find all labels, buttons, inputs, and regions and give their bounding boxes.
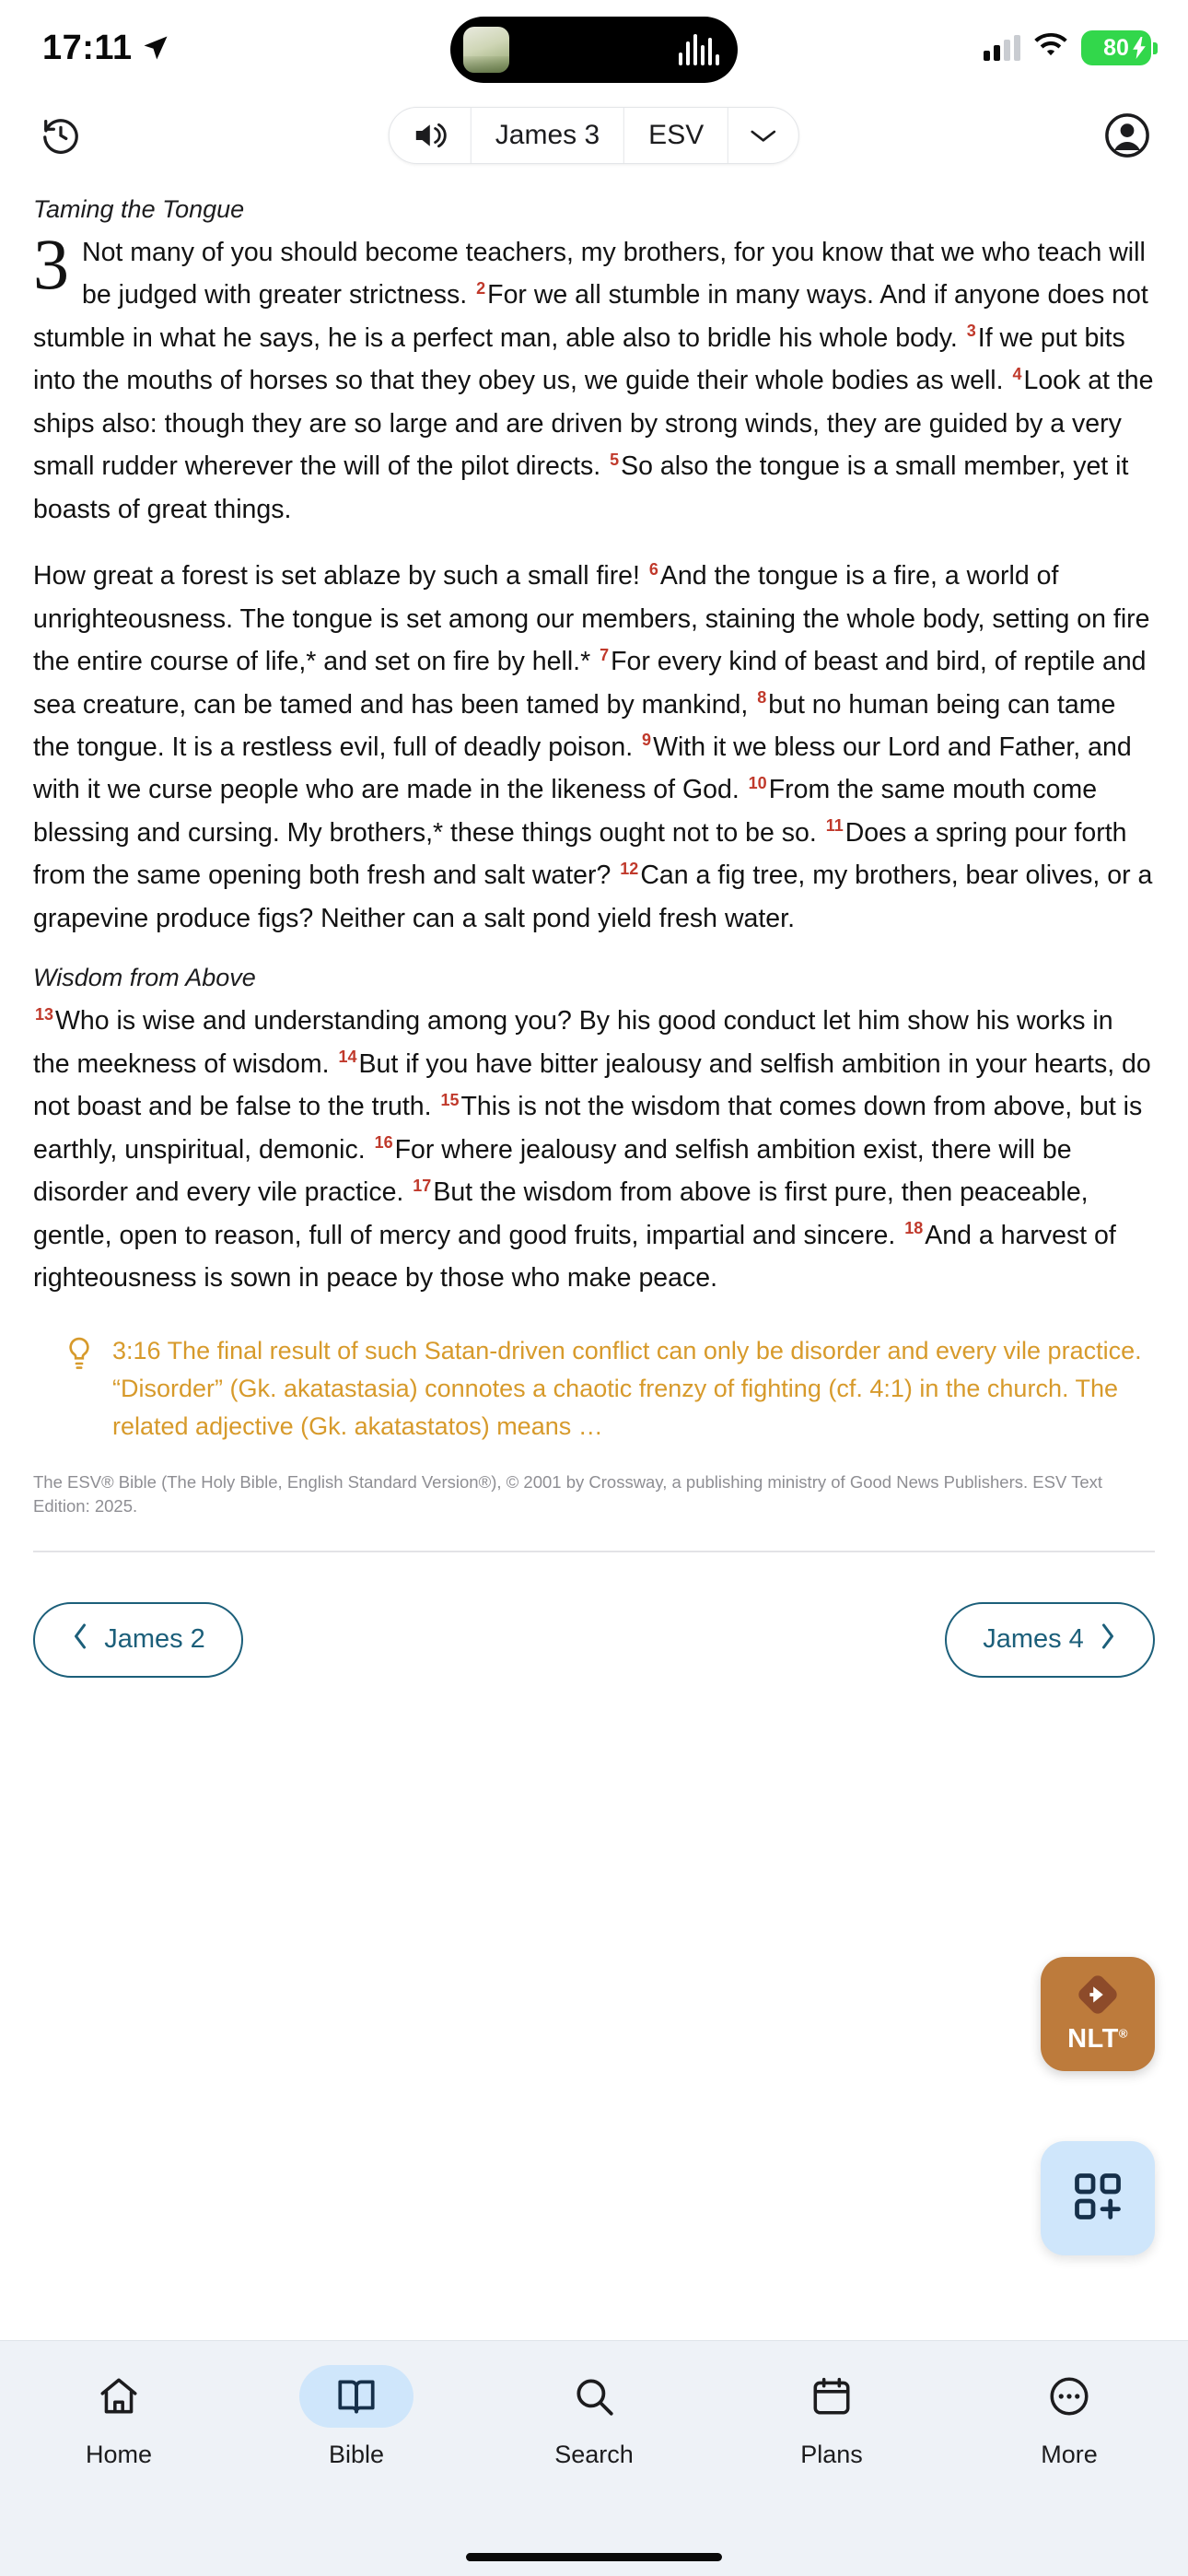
study-note-text: 3:16 The final result of such Satan-driven conflict can only be disorder and every vile practice. “Disorder” (Gk. akatastasia) connotes a chaotic frenzy of fighting (cf. 4:1) in the church. The related adjective (Gk. akatastatos) means … <box>112 1337 1142 1441</box>
verse-4-text: Look at the ships also: though they are so large and are driven by strong winds, they are guided by a very small rudder wherever the will of the pilot directs. <box>33 366 1154 482</box>
verse-number-11: 11 <box>825 816 844 836</box>
cellular-signal-icon <box>984 35 1020 61</box>
paragraph-verses-5-12[interactable] <box>33 555 1155 940</box>
nlt-diamond-icon <box>1077 1973 1119 2020</box>
verse-number-12: 12 <box>620 859 639 878</box>
verse-18-text: And a harvest of righteousness is sown in peace by those who make peace. <box>33 1220 1116 1293</box>
reference-selector[interactable] <box>389 107 799 164</box>
audio-play-button[interactable] <box>390 108 472 163</box>
home-indicator <box>466 2553 722 2561</box>
tab-plans[interactable] <box>713 2365 950 2469</box>
chevron-down-icon[interactable] <box>728 108 798 163</box>
verse-17-text: But the wisdom from above is first pure, then peaceable, gentle, open to reason, full of mercy and good fruits, impartial and sincere. <box>33 1177 1089 1250</box>
dynamic-island[interactable] <box>450 17 738 83</box>
verse-16-text: For where jealousy and selfish ambition exist, there will be disorder and every vile practice. <box>33 1134 1072 1208</box>
media-thumbnail <box>463 27 509 73</box>
verse-9-text: With it we bless our Lord and Father, and with it we curse people who are made in the likeness of God. <box>33 732 1132 805</box>
chevron-right-icon <box>1099 1622 1117 1657</box>
charging-bolt-icon <box>1133 37 1146 65</box>
tab-label-home: Home <box>85 2441 153 2468</box>
chapter-number: 3 <box>33 224 69 304</box>
paragraph-verses-13-18[interactable] <box>33 1000 1155 1299</box>
previous-chapter-label: James 2 <box>104 1624 205 1655</box>
bottom-tab-bar <box>0 2340 1188 2576</box>
nlt-label: NLT® <box>1067 2024 1128 2054</box>
lightbulb-icon <box>64 1332 94 1446</box>
tab-search[interactable] <box>475 2365 713 2469</box>
verse-15-text: This is not the wisdom that comes down from above, but is earthly, unspiritual, demonic. <box>33 1092 1143 1165</box>
verse-number-14: 14 <box>338 1048 357 1067</box>
tab-label-search: Search <box>554 2441 634 2468</box>
verse-10-text: From the same mouth come blessing and cursing. My brothers,* these things ought not to be so. <box>33 775 1098 848</box>
verse-5-text: So also the tongue is a small member, yet it boasts of great things. <box>33 451 1129 524</box>
tab-more[interactable] <box>950 2365 1188 2469</box>
apps-grid-button[interactable] <box>1041 2141 1155 2255</box>
previous-chapter-button[interactable] <box>33 1602 243 1678</box>
verse-2-text: For we all stumble in many ways. And if anyone does not stumble in what he says, he is a perfect man, able also to bridle his whole body. <box>33 280 1148 353</box>
verse-11-text: Does a spring pour forth from the same opening both fresh and salt water? <box>33 817 1127 891</box>
version-switch-button-nlt[interactable] <box>1041 1957 1155 2071</box>
tab-label-plans: Plans <box>800 2441 863 2468</box>
book-icon <box>299 2365 413 2428</box>
home-icon <box>62 2365 176 2428</box>
section-heading-wisdom-from-above: Wisdom from Above <box>33 964 256 992</box>
paragraph-verses-1-5[interactable] <box>33 224 1155 531</box>
bible-version-button[interactable]: ESV <box>624 108 728 163</box>
verse-5b-text: How great a forest is set ablaze by such a small fire! <box>33 561 640 591</box>
chapter-content <box>0 195 1188 1552</box>
status-time: 17:11 <box>42 28 133 67</box>
tab-bible[interactable] <box>238 2365 475 2469</box>
status-indicators <box>984 0 1151 96</box>
tab-label-more: More <box>1041 2441 1098 2468</box>
verse-6-text: And the tongue is a fire, a world of unrighteousness. The tongue is set among our members, staining the whole body, setting on fire the entire course of life,* and set on fire by hell.* <box>33 561 1150 677</box>
copyright-text: The ESV® Bible (The Holy Bible, English Standard Version®), © 2001 by Crossway, a publishing ministry of Good News Publishers. ESV Text Edition: 2025. <box>33 1471 1103 1516</box>
verse-3-text: If we put bits into the mouths of horses so that they obey us, we guide their whole bodies as well. <box>33 322 1125 396</box>
calendar-icon <box>775 2365 889 2428</box>
history-clock-icon[interactable] <box>33 108 88 163</box>
verse-number-6: 6 <box>648 559 658 579</box>
app-top-bar <box>0 96 1188 175</box>
grid-plus-icon <box>1070 2169 1125 2229</box>
wifi-icon <box>1033 33 1068 64</box>
location-arrow-icon <box>142 34 169 62</box>
verse-number-8: 8 <box>757 688 767 708</box>
next-chapter-label: James 4 <box>983 1624 1084 1655</box>
verse-number-3: 3 <box>966 322 976 341</box>
status-bar <box>0 0 1188 96</box>
verse-12-text: Can a fig tree, my brothers, bear olives, or a grapevine produce figs? Neither can a salt pond yield fresh water. <box>33 861 1153 933</box>
audio-waveform-icon <box>679 34 719 65</box>
verse-7-text: For every kind of beast and bird, of reptile and sea creature, can be tamed and has been tamed by mankind, <box>33 647 1147 720</box>
next-chapter-button[interactable] <box>945 1602 1155 1678</box>
search-icon <box>537 2365 651 2428</box>
verse-number-10: 10 <box>748 773 767 792</box>
tab-home[interactable] <box>0 2365 238 2469</box>
verse-13-text: Who is wise and understanding among you? By his good conduct let him show his works in the meekness of wisdom. <box>33 1006 1113 1079</box>
verse-number-13: 13 <box>35 1004 54 1024</box>
battery-indicator <box>1081 30 1151 65</box>
battery-percent: 80 <box>1103 34 1129 61</box>
chevron-left-icon <box>71 1622 89 1657</box>
study-note[interactable] <box>64 1332 1155 1446</box>
verse-number-9: 9 <box>642 731 652 750</box>
chapter-reference-button[interactable]: James 3 <box>472 108 624 163</box>
verse-8-text: but no human being can tame the tongue. It is a restless evil, full of deadly poison. <box>33 689 1116 762</box>
chapter-navigation <box>0 1552 1188 1678</box>
verse-14-text: But if you have bitter jealousy and selfish ambition in your hearts, do not boast and be false to the truth. <box>33 1048 1151 1122</box>
tab-label-bible: Bible <box>328 2441 385 2468</box>
verse-number-15: 15 <box>440 1090 460 1109</box>
verse-number-4: 4 <box>1012 364 1022 383</box>
verse-number-7: 7 <box>600 645 610 664</box>
verse-number-5: 5 <box>610 450 620 469</box>
verse-number-18: 18 <box>904 1219 924 1238</box>
verse-1-text: Not many of you should become teachers, my brothers, for you know that we who teach will be judged with greater strictness. <box>82 238 1146 310</box>
account-circle-icon[interactable] <box>1100 108 1155 163</box>
ellipsis-icon <box>1012 2365 1126 2428</box>
verse-number-16: 16 <box>374 1133 393 1153</box>
section-heading-taming-the-tongue: Taming the Tongue <box>33 195 245 223</box>
verse-number-2: 2 <box>476 278 486 298</box>
verse-number-17: 17 <box>413 1176 432 1195</box>
